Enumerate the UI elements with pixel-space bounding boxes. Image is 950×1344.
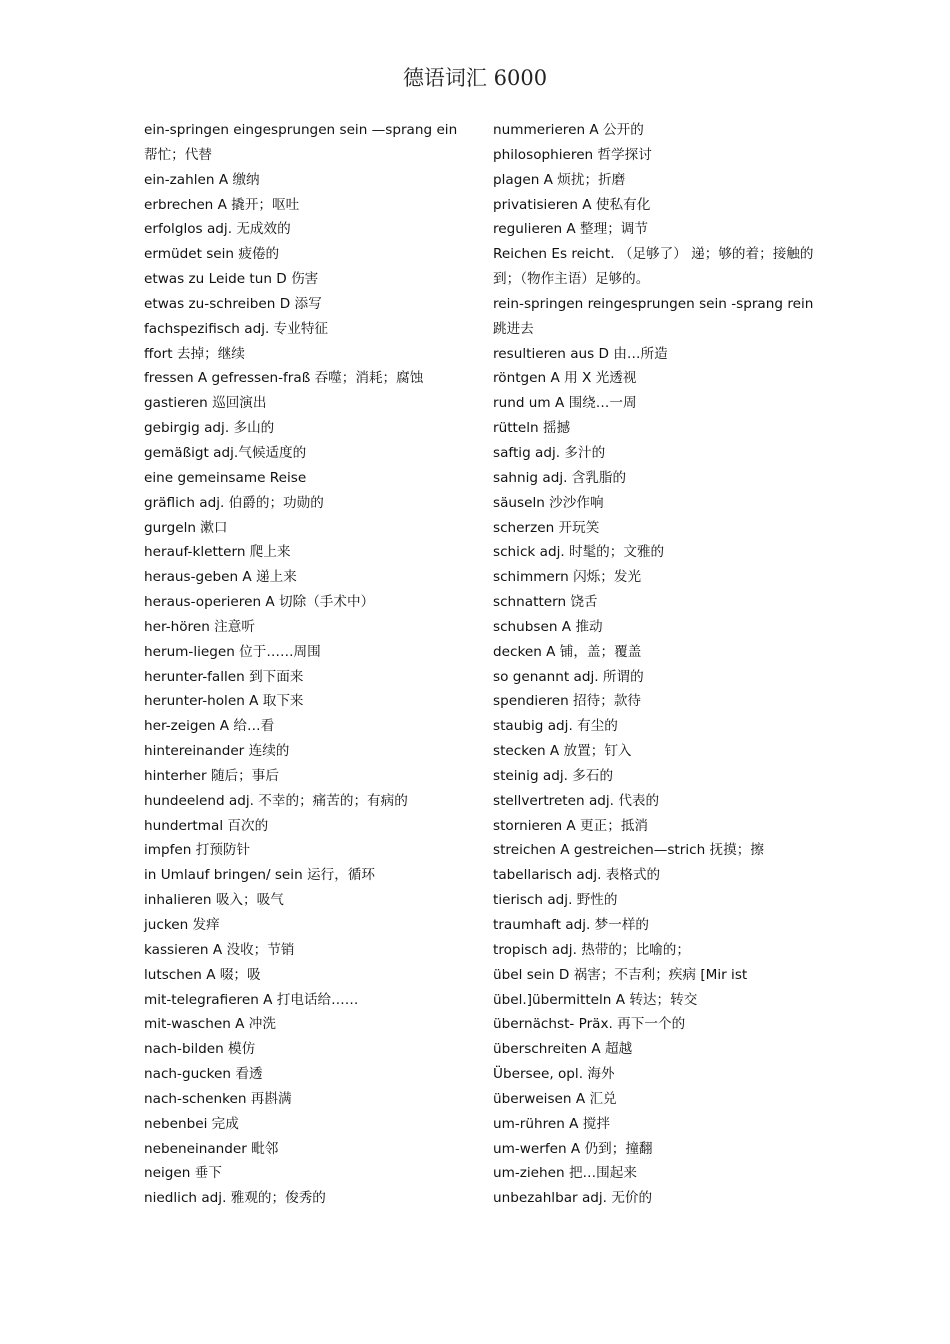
vocab-entry: schimmern 闪烁；发光 [493,569,642,586]
vocab-entry: hundertmal 百次的 [144,817,269,834]
vocab-entry: staubig adj. 有尘的 [493,718,618,735]
vocab-entry: nach-gucken 看透 [144,1066,263,1083]
vocab-entry: übel sein D 祸害；不吉利；疾病 [Mir ist übel.]übermitteln A 转达；转交 [493,966,748,1008]
vocab-entry: rein-springen reingesprungen sein -sprang rein 跳进去 [493,295,814,337]
vocab-entry: herunter-fallen 到下面来 [144,668,304,685]
vocab-entry: ein-springen eingesprungen sein —sprang ein 帮忙；代替 [144,122,458,163]
vocab-entry: gemäßigt adj.气候适度的 [144,444,307,461]
vocab-entry: in Umlauf bringen/ sein 运行，循环 [144,867,375,884]
vocab-entry: her-zeigen A 给…看 [144,718,275,735]
vocab-entry: Übersee, opl. 海外 [493,1066,615,1083]
vocab-entry: impfen 打预防针 [144,842,251,859]
vocab-entry: privatisieren A 使私有化 [493,196,651,213]
vocab-entry: kassieren A 没收；节销 [144,941,295,958]
vocab-entry: erfolglos adj. 无成效的 [144,221,291,238]
vocab-entry: resultieren aus D 由…所造 [493,345,668,362]
vocab-entry: saftig adj. 多汁的 [493,444,606,461]
vocab-entry: plagen A 烦扰；折磨 [493,171,626,188]
vocab-entry: etwas zu-schreiben D 添写 [144,295,322,312]
vocab-entry: her-hören 注意听 [144,618,255,635]
vocab-entry: inhalieren 吸入；吸气 [144,892,284,909]
vocab-entry: rütteln 摇撼 [493,420,571,437]
vocab-entry: niedlich adj. 雅观的；俊秀的 [144,1190,326,1207]
vocab-entry: rund um A 围绕…一周 [493,395,637,412]
vocab-entry: Reichen Es reicht. （足够了） 递；够的着；接触的到；（物作主语）足够的。 [493,246,814,288]
vocab-entry: erbrechen A 撬开；呕吐 [144,196,300,213]
vocab-entry: traumhaft adj. 梦一样的 [493,917,650,933]
vocab-entry: regulieren A 整理；调节 [493,221,648,238]
vocab-entry: gastieren 巡回演出 [144,395,267,412]
vocab-entry: hinterher 随后；事后 [144,767,279,784]
vocab-entry: um-ziehen 把…围起来 [493,1165,637,1182]
vocab-entry: herum-liegen 位于……周围 [144,643,321,660]
vocab-entry: so genannt adj. 所谓的 [493,668,644,685]
vocab-entry: tropisch adj. 热带的；比喻的； [493,941,690,958]
vocab-entry: ein-zahlen A 缴纳 [144,171,260,188]
vocab-entry: überweisen A 汇兑 [493,1090,617,1107]
vocab-entry: nebeneinander 毗邻 [144,1140,279,1157]
vocab-entry: stornieren A 更正；抵消 [493,817,649,834]
vocab-entry: mit-telegrafieren A 打电话给…… [144,991,359,1008]
vocab-entry: schnattern 饶舌 [493,594,598,611]
vocab-entry: tabellarisch adj. 表格式的 [493,867,661,884]
vocab-entry: gräflich adj. 伯爵的；功勋的 [144,494,324,511]
vocab-entry: stecken A 放置；钉入 [493,743,632,760]
vocab-entry: röntgen A 用 X 光透视 [493,370,637,387]
vocab-entry: philosophieren 哲学探讨 [493,146,652,163]
vocab-entry: gebirgig adj. 多山的 [144,420,275,437]
vocab-entry: übernächst- Präx. 再下一个的 [493,1016,686,1033]
vocab-entry: hundeelend adj. 不幸的；痛苦的；有病的 [144,792,408,809]
vocab-entry: eine gemeinsame Reise [144,469,307,486]
vocab-entry: herunter-holen A 取下来 [144,693,304,710]
vocab-entry: überschreiten A 超越 [493,1041,633,1058]
vocab-entry: schick adj. 时髦的；文雅的 [493,544,665,561]
vocab-entry: jucken 发痒 [144,917,220,933]
vocab-entry: heraus-geben A 递上来 [144,569,297,586]
vocab-entry: nummerieren A 公开的 [493,122,644,138]
vocab-entry: unbezahlbar adj. 无价的 [493,1190,653,1207]
vocab-entry: um-rühren A 搅拌 [493,1115,610,1132]
vocab-entry: etwas zu Leide tun D 伤害 [144,271,319,288]
vocab-entry: sahnig adj. 含乳脂的 [493,469,627,486]
vocab-entry: nach-bilden 模仿 [144,1041,256,1058]
vocab-entry: herauf-klettern 爬上来 [144,544,291,561]
vocab-entry: tierisch adj. 野性的 [493,892,618,909]
vocab-entry: nach-schenken 再斟满 [144,1090,292,1107]
vocab-entry: scherzen 开玩笑 [493,519,600,536]
vocab-entry: mit-waschen A 冲洗 [144,1016,276,1033]
vocab-entry: ffort 去掉；继续 [144,345,245,362]
vocab-entry: streichen A gestreichen—strich 抚摸；擦 [493,842,764,859]
vocab-entry: gurgeln 漱口 [144,519,228,536]
vocab-entry: decken A 铺，盖；覆盖 [493,643,642,660]
vocab-entry: hintereinander 连续的 [144,743,290,760]
vocab-entry: fachspezifisch adj. 专业特征 [144,320,328,337]
vocab-entry: säuseln 沙沙作响 [493,494,604,511]
right-column [493,118,815,1211]
vocab-entry: lutschen A 啜；吸 [144,966,261,983]
vocab-entry: fressen A gefressen-fraß 吞噬；消耗；腐蚀 [144,370,424,387]
vocab-entry: stellvertreten adj. 代表的 [493,792,660,809]
vocab-entry: heraus-operieren A 切除（手术中） [144,594,375,611]
vocab-entry: nebenbei 完成 [144,1115,239,1132]
vocab-entry: ermüdet sein 疲倦的 [144,246,280,263]
vocab-entry: neigen 垂下 [144,1165,222,1182]
vocab-entry: spendieren 招待；款待 [493,693,642,710]
vocab-entry: um-werfen A 仍到；撞翻 [493,1140,653,1157]
vocab-entry: steinig adj. 多石的 [493,767,614,784]
vocab-entry: schubsen A 推动 [493,618,603,635]
left-column [144,118,462,1211]
page-title: 德语词汇 6000 [402,66,548,90]
